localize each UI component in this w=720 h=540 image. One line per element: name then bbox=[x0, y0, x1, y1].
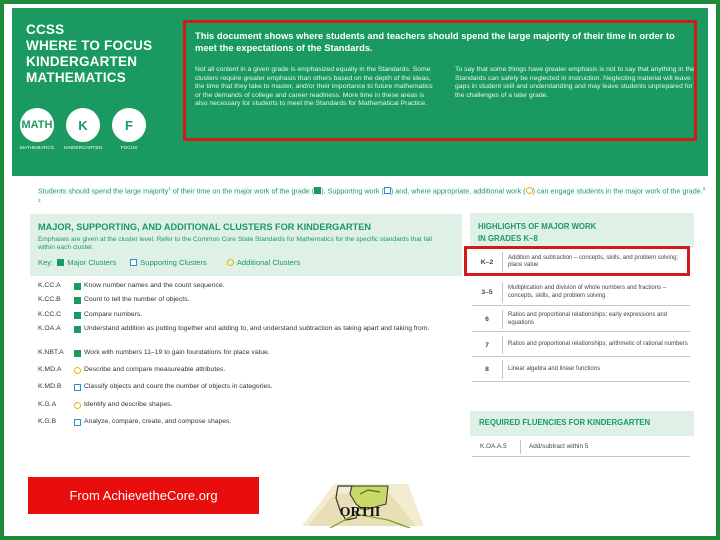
focus-badge-caption: FOCUS bbox=[120, 146, 138, 151]
additional-circle-icon bbox=[227, 259, 234, 266]
cluster-code: K.MD.A bbox=[38, 366, 62, 373]
title-line: CCSS bbox=[26, 22, 65, 37]
focus-badge-label: F bbox=[112, 108, 146, 142]
logo-text: ORTII bbox=[339, 505, 381, 520]
cluster-code: K.CC.B bbox=[38, 296, 61, 303]
major-square-icon bbox=[74, 350, 81, 357]
highlights-row bbox=[472, 334, 690, 357]
footnote-mark: 1 bbox=[168, 186, 171, 191]
cluster-code: K.G.B bbox=[38, 418, 57, 425]
header-column-right: To say that some things have greater emphasis is not to say that anything in the Standards can safely be neglected in instruction. Neglecting material will leave gaps in student skill and understanding and may leave students unprepared for the challenges of a later grade. bbox=[455, 66, 695, 99]
key-major bbox=[57, 258, 116, 267]
clusters-panel-subtitle: Emphases are given at the cluster level. Refer to the Common Core State Standards for Mathematics for the specific standards that fall within each cluster. bbox=[38, 236, 432, 252]
cluster-code: K.MD.B bbox=[38, 383, 62, 390]
highlights-grade: 3–5 bbox=[481, 289, 493, 296]
highlights-grade: K–2 bbox=[480, 258, 494, 266]
fluency-code: K.OA.A.5 bbox=[480, 443, 507, 450]
cluster-row bbox=[38, 366, 444, 374]
cluster-row bbox=[38, 418, 444, 426]
cluster-row bbox=[38, 383, 444, 391]
math-badge-label: MATH bbox=[20, 108, 54, 142]
grade-badge-label: K bbox=[66, 108, 100, 142]
cluster-code: K.NBT.A bbox=[38, 349, 64, 356]
highlights-text: Ratios and proportional relationships; early expressions and equations bbox=[508, 312, 668, 326]
cluster-row bbox=[38, 296, 444, 304]
header-column-left: Not all content in a given grade is emphasized equally in the Standards. Some clusters require greater emphasis than others based on the depth of the ideas, the time that they take to master, and/or their importance to future mathematics or the demands of college and career readiness. More time in these areas is also necessary for students to meet the Standards for Mathematical Practice. bbox=[195, 66, 433, 108]
major-square-icon bbox=[74, 283, 81, 290]
cluster-text: Know number names and the count sequence. bbox=[84, 282, 225, 289]
document-title bbox=[26, 22, 152, 86]
grade-badge-caption: KINDERGARTEN bbox=[63, 146, 103, 151]
cluster-code: K.OA.A bbox=[38, 325, 61, 332]
clusters-panel-title: MAJOR, SUPPORTING, AND ADDITIONAL CLUSTERS FOR KINDERGARTEN bbox=[38, 222, 371, 232]
major-square-icon bbox=[74, 297, 81, 304]
fluencies-row bbox=[472, 437, 690, 457]
cluster-text: Understand addition as putting together and adding to, and understand subtraction as taking apart and taking from. bbox=[84, 325, 430, 332]
supporting-square-icon bbox=[74, 419, 81, 426]
intro-part: ) can engage students in the major work of the grade. bbox=[532, 186, 703, 196]
key-supporting-label: Supporting Clusters bbox=[140, 258, 207, 267]
fluencies-title: REQUIRED FLUENCIES FOR KINDERGARTEN bbox=[479, 418, 651, 427]
intro-text bbox=[38, 184, 710, 208]
cluster-code: K.G.A bbox=[38, 401, 57, 408]
fluency-text: Add/subtract within 5 bbox=[529, 443, 589, 450]
highlights-title-line: IN GRADES K–8 bbox=[478, 233, 538, 243]
highlights-grade: 7 bbox=[485, 341, 489, 349]
supporting-square-icon bbox=[74, 384, 81, 391]
math-badge-caption: MATHEMATICS bbox=[19, 146, 55, 151]
ortii-logo bbox=[290, 480, 430, 528]
highlights-text: Multiplication and division of whole numbers and fractions – concepts, skills, and problem solving bbox=[508, 285, 667, 299]
highlights-row bbox=[472, 358, 690, 382]
highlights-title bbox=[478, 221, 596, 244]
cluster-row bbox=[38, 282, 444, 290]
additional-circle-icon bbox=[74, 402, 81, 409]
title-line: WHERE TO FOCUS bbox=[26, 38, 153, 53]
math-badge bbox=[18, 108, 56, 151]
highlights-text: Linear algebra and linear functions bbox=[508, 365, 601, 372]
intro-part: ) and, where appropriate, additional work ( bbox=[390, 186, 526, 196]
intro-part: of their time on the major work of the grade ( bbox=[170, 186, 315, 196]
supporting-square-icon bbox=[130, 259, 137, 266]
cluster-text: Analyze, compare, create, and compose shapes. bbox=[84, 418, 232, 425]
cluster-row bbox=[38, 325, 444, 333]
key-additional-label: Additional Clusters bbox=[236, 258, 301, 267]
highlights-highlight-box bbox=[464, 246, 690, 276]
cluster-row bbox=[38, 349, 444, 357]
intro-part: ). Supporting work ( bbox=[321, 186, 384, 196]
grade-badge bbox=[64, 108, 102, 151]
title-line: MATHEMATICS bbox=[26, 70, 126, 85]
supporting-square-icon bbox=[384, 187, 391, 194]
major-square-icon bbox=[57, 259, 64, 266]
key-additional bbox=[227, 258, 300, 267]
major-square-icon bbox=[74, 326, 81, 333]
key-label: Key: bbox=[38, 258, 54, 267]
key-major-label: Major Clusters bbox=[67, 258, 117, 267]
highlights-grade: 6 bbox=[485, 316, 489, 323]
highlights-text: Addition and subtraction – concepts, skills, and problem solving; place value bbox=[508, 254, 679, 268]
footnote-mark: 2, 3 bbox=[38, 186, 707, 204]
cluster-code: K.CC.C bbox=[38, 311, 62, 318]
highlights-text: Ratios and proportional relationships; arithmetic of rational numbers bbox=[508, 341, 688, 348]
cluster-text: Work with numbers 11–19 to gain foundations for place value. bbox=[84, 349, 270, 356]
key-supporting bbox=[130, 258, 207, 267]
highlights-row bbox=[472, 280, 690, 306]
cluster-code: K.CC.A bbox=[38, 282, 61, 289]
focus-badge bbox=[110, 108, 148, 151]
cluster-text: Describe and compare measureable attributes. bbox=[84, 366, 226, 373]
clusters-key bbox=[38, 258, 300, 267]
cluster-text: Compare numbers. bbox=[84, 311, 143, 318]
badge-row bbox=[18, 108, 148, 151]
header-highlight-box bbox=[183, 20, 697, 141]
header-headline: This document shows where students and teachers should spend the large majority of their time in order to meet the expectations of the Standards. bbox=[195, 30, 675, 53]
highlights-title-line: HIGHLIGHTS OF MAJOR WORK bbox=[478, 222, 597, 231]
additional-circle-icon bbox=[74, 367, 81, 374]
highlights-grade: 8 bbox=[485, 366, 489, 373]
cluster-row bbox=[38, 311, 444, 319]
major-square-icon bbox=[74, 312, 81, 319]
title-line: KINDERGARTEN bbox=[26, 54, 138, 69]
additional-circle-icon bbox=[526, 187, 533, 194]
cluster-text: Count to tell the number of objects. bbox=[84, 296, 190, 303]
source-banner: From AchievetheCore.org bbox=[28, 477, 259, 514]
intro-part: Students should spend the large majority bbox=[38, 186, 169, 196]
highlights-row bbox=[472, 308, 690, 332]
cluster-text: Classify objects and count the number of objects in categories. bbox=[84, 383, 273, 390]
cluster-text: Identify and describe shapes. bbox=[84, 401, 173, 408]
cluster-row bbox=[38, 401, 444, 409]
